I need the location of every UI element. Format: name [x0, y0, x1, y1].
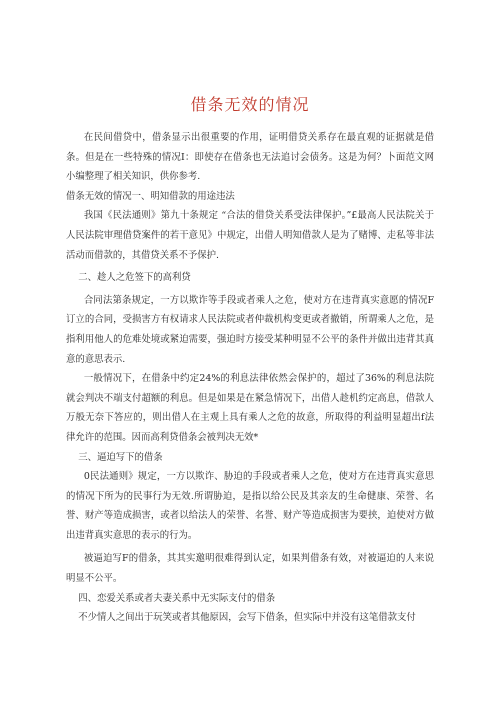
section-2-paragraph-2: 一般情况下，在借条中约定24%的利息法律依然会保护的，超过了36%的利息法院就会判决不端支付超额的利息。但是如果是在紧急情况下，出借人趁机约定高息，借款人万般无奈下答应的，则出借人在主观上具有乘人之危的故意，所取得的利益明显超出f法律允许的范围。因而高利贷借条会被判决无效*: [66, 373, 434, 443]
section-heading-2: 二、趁人之危签下的高利贷: [78, 272, 191, 284]
document-title: 借条无效的情况: [190, 95, 310, 114]
section-heading-1: 借条无效的情况一、明知借款的用途违法: [66, 190, 235, 202]
section-heading-4: 四、恋爱关系或者夫妻关系中无实际支付的借条: [78, 592, 276, 604]
section-3-paragraph-2: 被逼迫写F的借条，其其实邀明很难得到认定，如果判借条有效，对被逼迫的人来说明显不公平。: [66, 553, 434, 585]
section-2-paragraph-1: 合同法第条规定，一方以欺诈等手段或者乘人之危，使对方在违背真实意愿的情况F订立的合同，受损害方有权请求人民法院或者仲裁机构变更或者撤销，所谓乘人之危，是指利用他人的危难处境或紧迫需要，强迫时方接受某种明显不公平的条件并做出违背其真意的意思表示.: [66, 294, 434, 365]
document-body: [66, 128, 434, 628]
intro-paragraph: 在民间借贷中，借条显示出很重要的作用，证明借贷关系存在最直观的证据就是借条。但是在一些特殊的情况I：即使存在借条也无法追讨会债务。这是为何？卜面范文网小编整理了相关知识，供你参考.: [66, 132, 434, 183]
section-4-paragraph: 不少情人之间出于玩笑或者其他原因，会写下借条，但实际中并没有这笔借款支付: [78, 612, 416, 624]
section-heading-3: 三、逼迫写下的借条: [78, 451, 163, 463]
section-3-paragraph-1: 0民法通则》规定，一方以欺诈、胁迫的手段或者乘人之危，使对方在违背真实意思的情况下所为的民事行为无效.所谓胁迫，是指以给公民及其亲友的生命健康、荣誉、名誉、财产等造成损害，或者以给法人的荣誉、名誉、财产等造成损害为要挟，迫使对方做出违背真实意思的表示的行为。: [66, 471, 434, 541]
section-1-paragraph: 我国《民法通则》第九十条规定 “合法的借贷关系受法律保护。”£最高人民法院关于人民法院审理借贷案件的若干意见》中规定，出借人明知借款人是为了赌博、走私等非法活动而借款的，其借贷关系不予保护.: [66, 210, 434, 261]
